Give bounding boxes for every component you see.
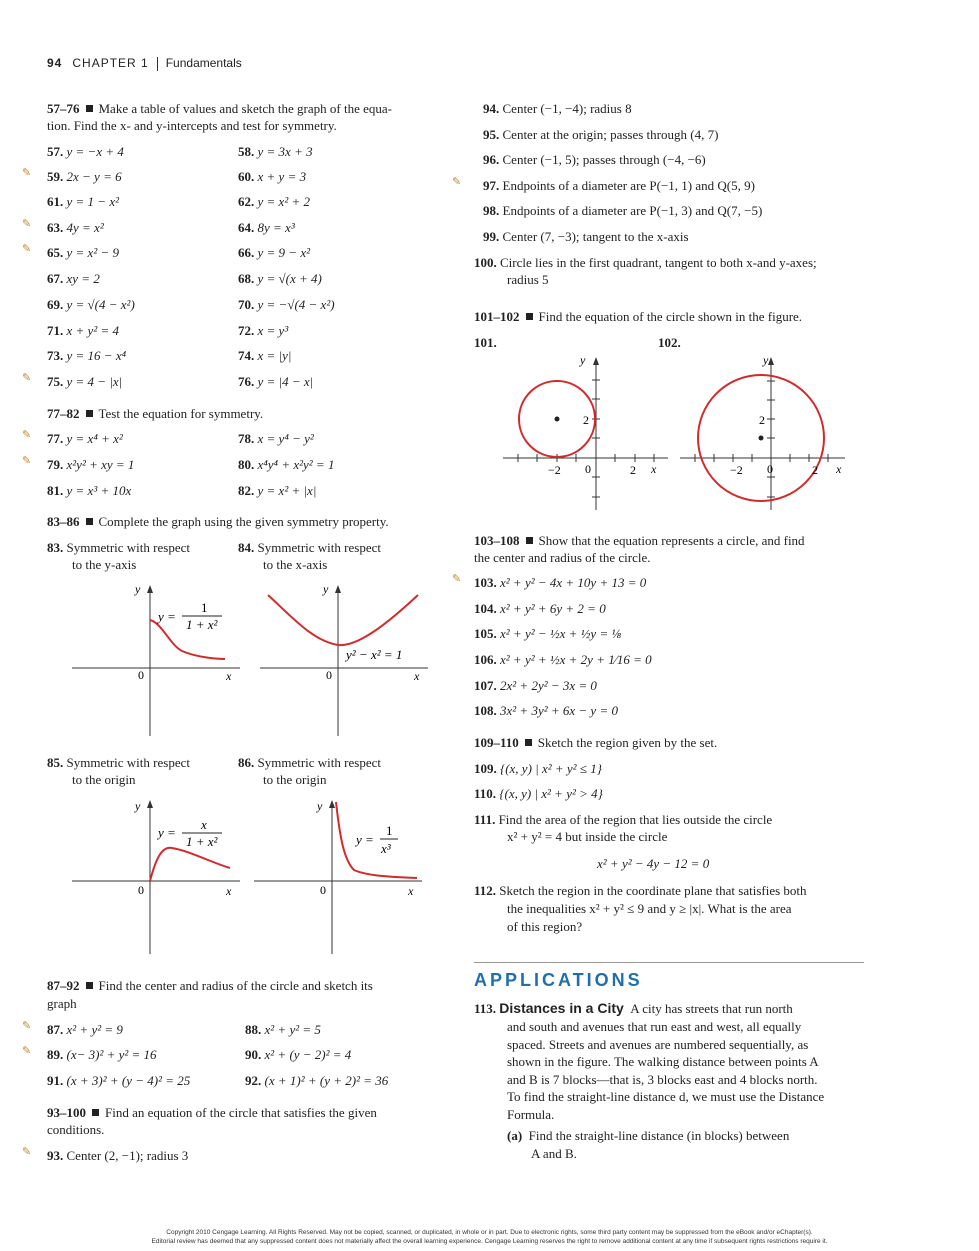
exercise: 58. y = 3x + 3	[238, 144, 313, 159]
exercise: 85. Symmetric with respect	[47, 755, 190, 770]
exercise-text: to the y-axis	[72, 557, 137, 572]
exercise: 64. 8y = x³	[238, 220, 295, 235]
exercise: 81. y = x³ + 10x	[47, 483, 132, 498]
x-label: x	[226, 669, 232, 683]
exercise: 95. Center at the origin; passes through (4, 7)	[483, 127, 719, 142]
pencil-icon: ✎	[22, 371, 32, 384]
exercise-text: to the x-axis	[263, 557, 328, 572]
exercise: 80. x⁴y⁴ + x²y² = 1	[238, 457, 335, 472]
eq-den: 1 + x²	[186, 617, 218, 632]
exercise: 96. Center (−1, 5); passes through (−4, −6)	[483, 152, 706, 167]
exercise: 68. y = √(x + 4)	[238, 271, 322, 286]
x-label: x	[836, 462, 842, 476]
center-point	[759, 436, 764, 441]
exercise: 107. 2x² + 2y² − 3x = 0	[474, 678, 597, 693]
exercise-text: A and B.	[531, 1146, 577, 1161]
exercise-text: to the origin	[263, 772, 327, 787]
exercise: 60. x + y = 3	[238, 169, 307, 184]
y-axis-arrow	[147, 585, 153, 593]
section-heading: 87–92 Find the center and radius of the circle and sketch its	[47, 978, 373, 993]
origin-label: 0	[320, 883, 326, 897]
y-axis-arrow	[147, 800, 153, 808]
section-text: graph	[47, 996, 77, 1011]
exercise: 70. y = −√(4 − x²)	[238, 297, 335, 312]
graph-84	[258, 583, 433, 738]
graph-85	[70, 798, 245, 956]
section-heading: 103–108 Show that the equation represents a circle, and find	[474, 533, 805, 548]
exercise: 76. y = |4 − x|	[238, 374, 314, 389]
exercise: 62. y = x² + 2	[238, 194, 310, 209]
exercise: 87. x² + y² = 9	[47, 1022, 123, 1037]
pencil-icon: ✎	[22, 1019, 32, 1032]
x-tick-label: 2	[812, 463, 818, 477]
y-tick-label: 2	[759, 413, 765, 427]
exercise-text: To find the straight-line distance d, we must use the Distance	[507, 1089, 825, 1104]
exercise-text: radius 5	[507, 272, 549, 287]
exercise: 67. xy = 2	[47, 271, 100, 286]
exercise: 101.	[474, 335, 497, 350]
exercise: 108. 3x² + 3y² + 6x − y = 0	[474, 703, 618, 718]
exercise-text: Formula.	[507, 1107, 555, 1122]
exercise: 73. y = 16 − x⁴	[47, 348, 127, 363]
exercise: 113. Distances in a City A city has streets that run north	[474, 1000, 793, 1016]
exercise: 103. x² + y² − 4x + 10y + 13 = 0	[474, 575, 647, 590]
exercise: 69. y = √(4 − x²)	[47, 297, 135, 312]
copyright-notice: Copyright 2010 Cengage Learning. All Rights Reserved. May not be copied, scanned, or duplicated, in whole or in part. Due to electronic rights, some third party content may be suppressed from the eBook and/or eChapter(s). Editorial review has deemed that any suppressed content does not materially affect the overall learning experience. Cengage Learning reserves the right to remove additional content at any time if subsequent rights restrictions require it.	[151, 1229, 828, 1245]
pencil-icon: ✎	[22, 217, 32, 230]
exercise: 112. Sketch the region in the coordinate plane that satisfies both	[474, 883, 807, 898]
x-label: x	[408, 884, 414, 898]
y-tick-label: 2	[583, 413, 589, 427]
exercise: 97. Endpoints of a diameter are P(−1, 1) and Q(5, 9)	[483, 178, 755, 193]
page-header	[47, 56, 242, 71]
x-label: x	[651, 462, 657, 476]
x-label: x	[226, 884, 232, 898]
section-heading: 109–110 Sketch the region given by the set.	[474, 735, 718, 750]
y-axis-arrow	[593, 357, 599, 365]
eq-den: x³	[381, 841, 391, 856]
origin-label: 0	[138, 883, 144, 897]
origin-label: 0	[138, 668, 144, 682]
pencil-icon: ✎	[22, 1145, 32, 1158]
y-axis-arrow	[768, 357, 774, 365]
section-text: conditions.	[47, 1122, 105, 1137]
exercise-text: to the origin	[72, 772, 136, 787]
exercise: 65. y = x² − 9	[47, 245, 119, 260]
y-axis-arrow	[335, 585, 341, 593]
eq-label: y² − x² = 1	[346, 647, 403, 662]
pencil-icon: ✎	[452, 572, 462, 585]
y-label: y	[580, 353, 586, 367]
section-text: the center and radius of the circle.	[474, 550, 651, 565]
pencil-icon: ✎	[22, 454, 32, 467]
exercise: 88. x² + y² = 5	[245, 1022, 321, 1037]
exercise: 74. x = |y|	[238, 348, 292, 363]
chapter-title: Fundamentals	[165, 56, 242, 70]
exercise-text: shown in the figure. The walking distance between points A	[507, 1054, 819, 1069]
section-heading: 93–100 Find an equation of the circle that satisfies the given	[47, 1105, 377, 1120]
exercise: 91. (x + 3)² + (y − 4)² = 25	[47, 1073, 191, 1088]
exercise-text: and B is 7 blocks—that is, 3 blocks east and 4 blocks north.	[507, 1072, 818, 1087]
y-label: y	[763, 353, 769, 367]
exercise-part: (a) Find the straight-line distance (in blocks) between	[507, 1128, 790, 1143]
exercise-text: the inequalities x² + y² ≤ 9 and y ≥ |x|. What is the area	[507, 901, 792, 916]
pencil-icon: ✎	[22, 428, 32, 441]
pencil-icon: ✎	[22, 166, 32, 179]
figure-102	[675, 352, 855, 512]
exercise: 66. y = 9 − x²	[238, 245, 310, 260]
pencil-icon: ✎	[452, 175, 462, 188]
section-text: tion. Find the x- and y-intercepts and test for symmetry.	[47, 118, 337, 133]
page-number: 94	[47, 56, 63, 70]
eq-den: 1 + x²	[186, 834, 218, 849]
exercise: 109. {(x, y) | x² + y² ≤ 1}	[474, 761, 602, 776]
y-label: y	[317, 799, 323, 813]
exercise: 57. y = −x + 4	[47, 144, 124, 159]
exercise-text: x² + y² − 4y − 12 = 0	[597, 856, 710, 871]
y-label: y	[135, 583, 141, 596]
section-rule	[474, 962, 864, 963]
eq-num: 1	[386, 823, 393, 838]
pencil-icon: ✎	[22, 1044, 32, 1057]
exercise: 72. x = y³	[238, 323, 289, 338]
exercise: 106. x² + y² + ½x + 2y + 1⁄16 = 0	[474, 652, 652, 667]
curve	[336, 802, 417, 878]
exercise-text: spaced. Streets and avenues are numbered sequentially, as	[507, 1037, 809, 1052]
exercise: 110. {(x, y) | x² + y² > 4}	[474, 786, 603, 801]
section-heading: 101–102 Find the equation of the circle shown in the figure.	[474, 309, 803, 324]
section-heading: 83–86 Complete the graph using the given symmetry property.	[47, 514, 389, 529]
exercise: 111. Find the area of the region that lies outside the circle	[474, 812, 773, 827]
exercise: 83. Symmetric with respect	[47, 540, 190, 555]
exercise: 75. y = 4 − |x|	[47, 374, 123, 389]
eq-num: x	[201, 817, 207, 832]
graph-86	[252, 798, 427, 956]
center-point	[555, 417, 560, 422]
graph-83	[70, 583, 245, 738]
exercise: 86. Symmetric with respect	[238, 755, 381, 770]
exercise: 105. x² + y² − ½x + ½y = ⅛	[474, 626, 622, 641]
exercise-text: x² + y² = 4 but inside the circle	[507, 829, 668, 844]
exercise: 78. x = y⁴ − y²	[238, 431, 314, 446]
curve	[268, 595, 418, 645]
exercise: 84. Symmetric with respect	[238, 540, 381, 555]
pencil-icon: ✎	[22, 242, 32, 255]
exercise-text: and south and avenues that run east and west, all equally	[507, 1019, 802, 1034]
eq-lhs: y =	[356, 832, 374, 847]
exercise: 89. (x− 3)² + y² = 16	[47, 1047, 157, 1062]
eq-num: 1	[201, 600, 208, 615]
exercise: 61. y = 1 − x²	[47, 194, 119, 209]
exercise: 77. y = x⁴ + x²	[47, 431, 123, 446]
chapter-label: CHAPTER 1	[72, 56, 149, 70]
exercise: 71. x + y² = 4	[47, 323, 119, 338]
exercise: 90. x² + (y − 2)² = 4	[245, 1047, 352, 1062]
x-tick-label: 2	[630, 463, 636, 477]
exercise: 94. Center (−1, −4); radius 8	[483, 101, 632, 116]
curve	[150, 848, 230, 881]
exercise: 79. x²y² + xy = 1	[47, 457, 135, 472]
y-axis-arrow	[329, 800, 335, 808]
exercise: 82. y = x² + |x|	[238, 483, 317, 498]
applications-heading: APPLICATIONS	[474, 970, 643, 990]
exercise: 63. 4y = x²	[47, 220, 104, 235]
exercise-text: of this region?	[507, 919, 583, 934]
y-label: y	[323, 583, 329, 596]
section-heading: 57–76 Make a table of values and sketch the graph of the equa-	[47, 101, 392, 116]
x-label: x	[414, 669, 420, 683]
exercise: 102.	[658, 335, 681, 350]
eq-lhs: y =	[158, 825, 176, 840]
exercise: 99. Center (7, −3); tangent to the x-axis	[483, 229, 689, 244]
exercise: 104. x² + y² + 6y + 2 = 0	[474, 601, 606, 616]
y-label: y	[135, 799, 141, 813]
x-tick-label: −2	[548, 463, 561, 477]
figure-101	[498, 352, 678, 512]
header-divider	[157, 57, 158, 71]
exercise: 59. 2x − y = 6	[47, 169, 122, 184]
exercise: 98. Endpoints of a diameter are P(−1, 3) and Q(7, −5)	[483, 203, 763, 218]
origin-label: 0	[767, 462, 773, 476]
eq-lhs: y =	[158, 609, 176, 624]
exercise: 92. (x + 1)² + (y + 2)² = 36	[245, 1073, 389, 1088]
origin-label: 0	[585, 462, 591, 476]
x-tick-label: −2	[730, 463, 743, 477]
origin-label: 0	[326, 668, 332, 682]
section-heading: 77–82 Test the equation for symmetry.	[47, 406, 264, 421]
exercise: 93. Center (2, −1); radius 3	[47, 1148, 189, 1163]
exercise: 100. Circle lies in the first quadrant, tangent to both x-and y-axes;	[474, 255, 817, 270]
